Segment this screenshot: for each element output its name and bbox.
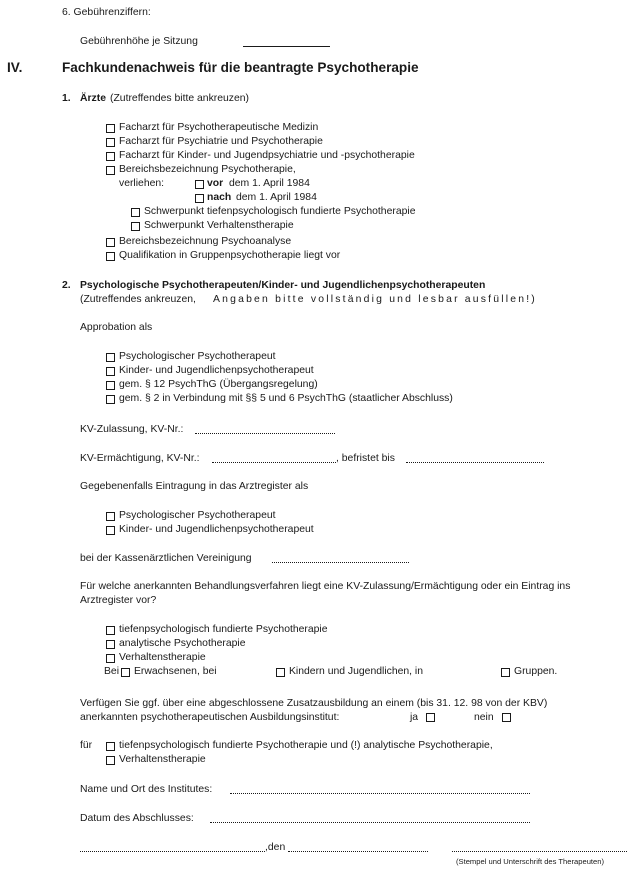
checkbox-ar-psych-psychotherapeut[interactable] <box>106 512 115 521</box>
checkbox-ap-psych-psychotherapeut[interactable] <box>106 353 115 362</box>
checkbox-gruppen[interactable] <box>501 668 510 677</box>
label-nein: nein <box>474 712 494 723</box>
checkbox-ap-kinder-jugend[interactable] <box>106 367 115 376</box>
label-bv-tiefenpsych: tiefenpsychologisch fundierte Psychotherapie <box>119 624 328 635</box>
label-ar-kinder-jugend: Kinder- und Jugendlichenpsychotherapeut <box>119 524 314 535</box>
label-fa-psychotherapeutische-medizin: Facharzt für Psychotherapeutische Medizin <box>119 122 319 133</box>
checkbox-bereich-psychotherapie[interactable] <box>106 166 115 175</box>
psych-number: 2. <box>62 280 71 291</box>
label-bv-analytisch: analytische Psychotherapie <box>119 638 246 649</box>
behandlungsverfahren-question-line1: Für welche anerkannten Behandlungsverfahren liegt eine KV-Zulassung/Ermächtigung oder ein Eintrag ins <box>80 581 571 592</box>
befristet-input[interactable] <box>406 462 544 463</box>
kv-ermaechtigung-input[interactable] <box>212 462 336 463</box>
section-title: Fachkundenachweis für die beantragte Psychotherapie <box>62 60 419 75</box>
label-vor: vor <box>207 178 224 189</box>
checkbox-nach-1984[interactable] <box>195 194 204 203</box>
label-fuer-verhaltenstherapie: Verhaltenstherapie <box>119 754 206 765</box>
aerzte-number: 1. <box>62 93 71 104</box>
stempel-unterschrift-line[interactable] <box>452 851 627 852</box>
checkbox-gruppenpsychotherapie[interactable] <box>106 252 115 261</box>
label-ap-kinder-jugend: Kinder- und Jugendlichenpsychotherapeut <box>119 365 314 376</box>
kv-ermaechtigung-label: KV-Ermächtigung, KV-Nr.: <box>80 453 200 464</box>
stempel-unterschrift-label: (Stempel und Unterschrift des Therapeuten) <box>456 857 605 866</box>
label-kinder-jugendliche: Kindern und Jugendlichen, in <box>289 666 424 677</box>
kv-vereinigung-input[interactable] <box>272 562 409 563</box>
approbation-label: Approbation als <box>80 322 153 333</box>
label-ap-staatlicher-abschluss: gem. § 2 in Verbindung mit §§ 5 und 6 PsychThG (staatlicher Abschluss) <box>119 393 453 404</box>
institut-input[interactable] <box>230 793 530 794</box>
behandlungsverfahren-question-line2: Arztregister vor? <box>80 595 157 606</box>
checkbox-bv-analytisch[interactable] <box>106 640 115 649</box>
label-erwachsene: Erwachsenen, bei <box>134 666 217 677</box>
label-den: ,den <box>265 842 286 853</box>
fee-label: Gebührenhöhe je Sitzung <box>80 36 198 47</box>
checkbox-fuer-verhaltenstherapie[interactable] <box>106 756 115 765</box>
label-nach: nach <box>207 192 232 203</box>
label-bv-verhaltenstherapie: Verhaltenstherapie <box>119 652 206 663</box>
checkbox-ap-staatlicher-abschluss[interactable] <box>106 395 115 404</box>
label-gruppen: Gruppen. <box>514 666 558 677</box>
label-ap-uebergangsregelung: gem. § 12 PsychThG (Übergangsregelung) <box>119 379 318 390</box>
aerzte-title: Ärzte <box>80 93 106 104</box>
abschluss-datum-label: Datum des Abschlusses: <box>80 813 194 824</box>
label-schwerpunkt-verhaltenstherapie: Schwerpunkt Verhaltenstherapie <box>144 220 294 231</box>
datum-input[interactable] <box>288 851 428 852</box>
checkbox-ja[interactable] <box>426 713 435 722</box>
section-6-title: 6. Gebührenziffern: <box>62 7 151 18</box>
label-fa-psychiatrie: Facharzt für Psychiatrie und Psychotherapie <box>119 136 323 147</box>
label-bei: Bei <box>104 666 120 677</box>
psych-hint-a: (Zutreffendes ankreuzen, <box>80 294 196 305</box>
arztregister-label: Gegebenenfalls Eintragung in das Arztregister als <box>80 481 309 492</box>
label-ap-psych-psychotherapeut: Psychologischer Psychotherapeut <box>119 351 276 362</box>
kv-zulassung-input[interactable] <box>195 433 335 434</box>
checkbox-ap-uebergangsregelung[interactable] <box>106 381 115 390</box>
psych-hint-b: Angaben bitte vollständig und lesbar ausfüllen!) <box>213 294 537 305</box>
checkbox-vor-1984[interactable] <box>195 180 204 189</box>
zusatzausbildung-line1: Verfügen Sie ggf. über eine abgeschlossene Zusatzausbildung an einem (bis 31. 12. 98 von der KBV) <box>80 698 548 709</box>
checkbox-schwerpunkt-tiefenpsych[interactable] <box>131 208 140 217</box>
label-bereich-psychoanalyse: Bereichsbezeichnung Psychoanalyse <box>119 236 292 247</box>
section-number: IV. <box>7 60 23 75</box>
fee-input-line[interactable] <box>243 46 330 47</box>
label-fa-kinder-jugend: Facharzt für Kinder- und Jugendpsychiatrie und -psychotherapie <box>119 150 415 161</box>
label-bereich-psychotherapie: Bereichsbezeichnung Psychotherapie, <box>119 164 296 175</box>
label-nach-date: dem 1. April 1984 <box>236 192 317 203</box>
checkbox-fuer-tiefenpsych-analytisch[interactable] <box>106 742 115 751</box>
checkbox-ar-kinder-jugend[interactable] <box>106 526 115 535</box>
zusatzausbildung-line2: anerkannten psychotherapeutischen Ausbildungsinstitut: <box>80 712 340 723</box>
checkbox-schwerpunkt-verhaltenstherapie[interactable] <box>131 222 140 231</box>
label-ar-psych-psychotherapeut: Psychologischer Psychotherapeut <box>119 510 276 521</box>
label-gruppenpsychotherapie: Qualifikation in Gruppenpsychotherapie liegt vor <box>119 250 341 261</box>
checkbox-kinder-jugendliche[interactable] <box>276 668 285 677</box>
ort-input[interactable] <box>80 851 265 852</box>
checkbox-bv-tiefenpsych[interactable] <box>106 626 115 635</box>
label-fuer: für <box>80 740 93 751</box>
checkbox-fa-psychiatrie[interactable] <box>106 138 115 147</box>
label-ja: ja <box>410 712 419 723</box>
psych-title: Psychologische Psychotherapeuten/Kinder- und Jugendlichenpsychotherapeuten <box>80 280 486 291</box>
institut-label: Name und Ort des Institutes: <box>80 784 213 795</box>
checkbox-fa-kinder-jugend[interactable] <box>106 152 115 161</box>
checkbox-bv-verhaltenstherapie[interactable] <box>106 654 115 663</box>
aerzte-hint: (Zutreffendes bitte ankreuzen) <box>110 93 250 104</box>
label-fuer-tiefenpsych-analytisch: tiefenpsychologisch fundierte Psychotherapie und (!) analytische Psychotherapie, <box>119 740 493 751</box>
checkbox-fa-psychotherapeutische-medizin[interactable] <box>106 124 115 133</box>
checkbox-nein[interactable] <box>502 713 511 722</box>
kv-zulassung-label: KV-Zulassung, KV-Nr.: <box>80 424 184 435</box>
label-verliehen: verliehen: <box>119 178 165 189</box>
checkbox-erwachsene[interactable] <box>121 668 130 677</box>
befristet-label: , befristet bis <box>336 453 395 464</box>
abschluss-datum-input[interactable] <box>210 822 530 823</box>
label-schwerpunkt-tiefenpsych: Schwerpunkt tiefenpsychologisch fundierte Psychotherapie <box>144 206 416 217</box>
kv-vereinigung-label: bei der Kassenärztlichen Vereinigung <box>80 553 252 564</box>
checkbox-bereich-psychoanalyse[interactable] <box>106 238 115 247</box>
label-vor-date: dem 1. April 1984 <box>229 178 310 189</box>
